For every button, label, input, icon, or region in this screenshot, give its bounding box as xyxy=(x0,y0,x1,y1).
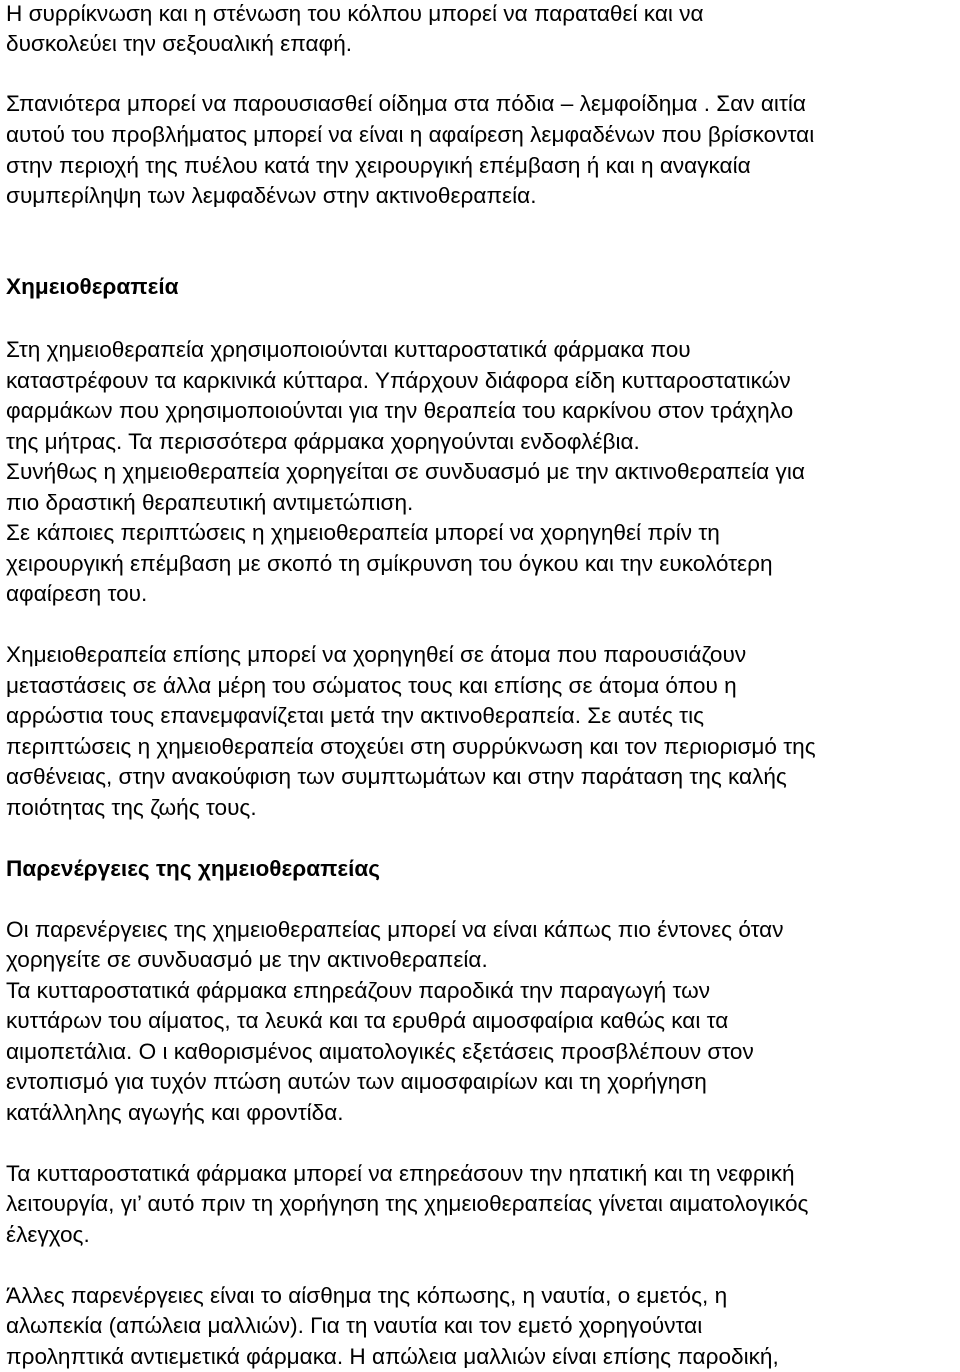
body-line: κατάλληλης αγωγής και φροντίδα. xyxy=(6,1100,344,1125)
body-line: μεταστάσεις σε άλλα μέρη του σώματος τους και επίσης σε άτομα όπου η xyxy=(6,673,737,698)
section-heading-chemotherapy: Χημειοθεραπεία xyxy=(6,274,179,299)
body-line: λειτουργία, γι’ αυτό πριν τη χορήγηση της χημειοθεραπείας γίνεται αιματολογικός xyxy=(6,1191,809,1216)
body-line: εντοπισμό για τυχόν πτώση αυτών των αιμοσφαιρίων και τη χορήγηση xyxy=(6,1069,707,1094)
body-line: Οι παρενέργειες της χημειοθεραπείας μπορεί να είναι κάπως πιο έντονες όταν xyxy=(6,917,784,942)
body-line: πιο δραστική θεραπευτική αντιμετώπιση. xyxy=(6,490,414,515)
body-line: αρρώστια τους επανεμφανίζεται μετά την ακτινοθεραπεία. Σε αυτές τις xyxy=(6,703,704,728)
body-line: χειρουργική επέμβαση με σκοπό τη σμίκρυνση του όγκου και την ευκολότερη xyxy=(6,551,773,576)
body-line: φαρμάκων που χρησιμοποιούνται για την θεραπεία του καρκίνου στον τράχηλο xyxy=(6,398,794,423)
body-line: κυττάρων του αίματος, τα λευκά και τα ερυθρά αιμοσφαίρια καθώς και τα xyxy=(6,1008,729,1033)
body-line: ποιότητας της ζωής τους. xyxy=(6,795,257,820)
body-line: Χημειοθεραπεία επίσης μπορεί να χορηγηθεί σε άτομα που παρουσιάζουν xyxy=(6,642,747,667)
body-line: αφαίρεση του. xyxy=(6,581,148,606)
body-line: Τα κυτταροστατικά φάρμακα μπορεί να επηρεάσουν την ηπατική και τη νεφρική xyxy=(6,1161,795,1186)
body-line: ασθένειας, στην ανακούφιση των συμπτωμάτων και στην παράταση της καλής xyxy=(6,764,787,789)
body-line: προληπτικά αντιεμετικά φάρμακα. Η απώλεια μαλλιών είναι επίσης παροδική, xyxy=(6,1344,779,1369)
body-line: δυσκολεύει την σεξουαλική επαφή. xyxy=(6,31,353,56)
body-line: αλωπεκία (απώλεια μαλλιών). Για τη ναυτία και τον εμετό χορηγούνται xyxy=(6,1313,703,1338)
body-line: χορηγείτε σε συνδυασμό με την ακτινοθεραπεία. xyxy=(6,947,488,972)
body-line: στην περιοχή της πυέλου κατά την χειρουργική επέμβαση ή και η αναγκαία xyxy=(6,153,751,178)
body-line: Συνήθως η χημειοθεραπεία χορηγείται σε συνδυασμό με την ακτινοθεραπεία για xyxy=(6,459,805,484)
body-line: αιμοπετάλια. Ο ι καθορισμένος αιματολογικές εξετάσεις προσβλέπουν στον xyxy=(6,1039,754,1064)
body-line: Σπανιότερα μπορεί να παρουσιασθεί οίδημα στα πόδια – λεμφοίδημα . Σαν αιτία xyxy=(6,91,806,116)
body-line: αυτού του προβλήματος μπορεί να είναι η αφαίρεση λεμφαδένων που βρίσκονται xyxy=(6,122,815,147)
body-line: Τα κυτταροστατικά φάρμακα επηρεάζουν παροδικά την παραγωγή των xyxy=(6,978,711,1003)
body-line: Η συρρίκνωση και η στένωση του κόλπου μπορεί να παραταθεί και να xyxy=(6,1,704,26)
body-line: Σε κάποιες περιπτώσεις η χημειοθεραπεία μπορεί να χορηγηθεί πρίν τη xyxy=(6,520,720,545)
section-heading-side-effects: Παρενέργειες της χημειοθεραπείας xyxy=(6,856,381,881)
body-line: συμπερίληψη των λεμφαδένων στην ακτινοθεραπεία. xyxy=(6,183,537,208)
body-line: Στη χημειοθεραπεία χρησιμοποιούνται κυτταροστατικά φάρμακα που xyxy=(6,337,691,362)
body-line: Άλλες παρενέργειες είναι το αίσθημα της κόπωσης, η ναυτία, ο εμετός, η xyxy=(6,1283,728,1308)
body-line: της μήτρας. Τα περισσότερα φάρμακα χορηγούνται ενδοφλέβια. xyxy=(6,429,640,454)
body-line: περιπτώσεις η χημειοθεραπεία στοχεύει στη συρρύκνωση και τον περιορισμό της xyxy=(6,734,816,759)
body-line: έλεγχος. xyxy=(6,1222,90,1247)
body-line: καταστρέφουν τα καρκινικά κύτταρα. Υπάρχουν διάφορα είδη κυτταροστατικών xyxy=(6,368,791,393)
